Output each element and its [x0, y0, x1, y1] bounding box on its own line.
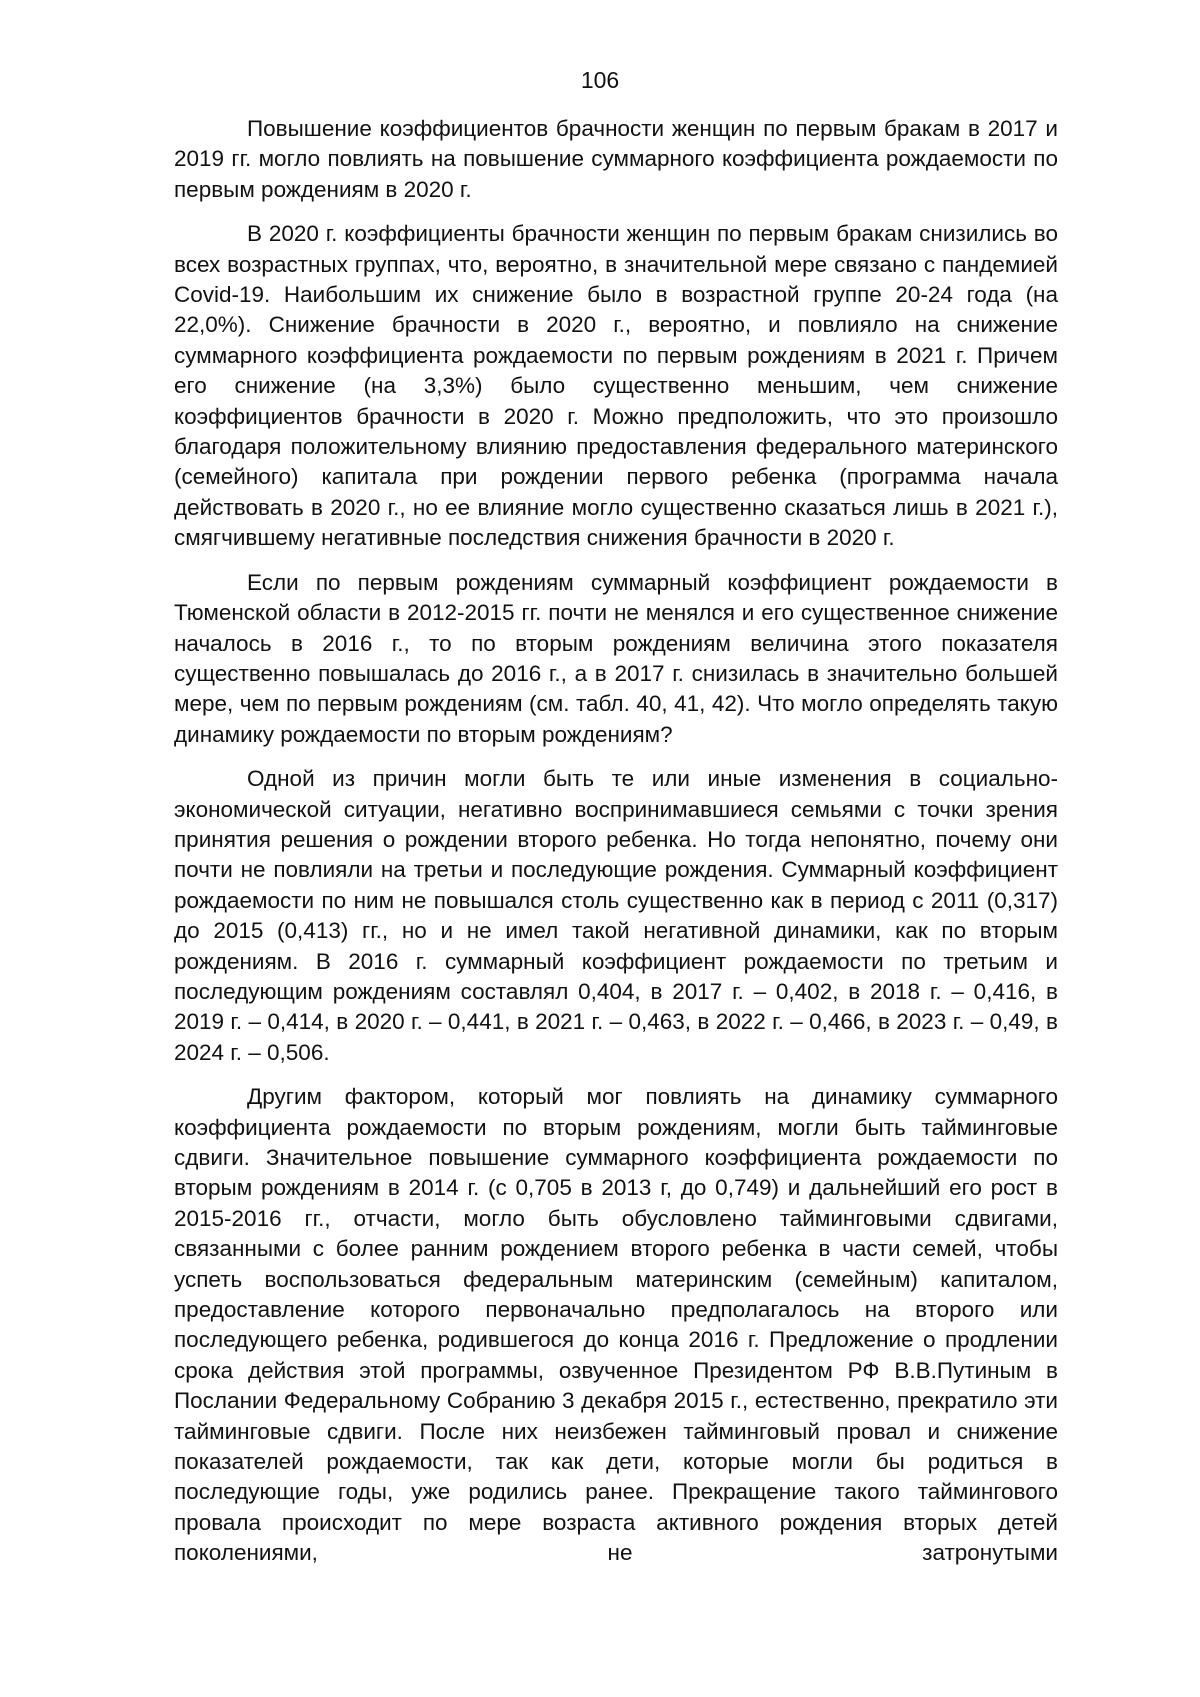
paragraph-4: Одной из причин могли быть те или иные изменения в социально-экономической ситуации, негативно воспринимавшиеся семьями с точки зрения принятия решения о рождении второго ребенка. Но тогда непонятно, почему они почти не повлияли на третьи и последующие рождения. Суммарный коэффициент рождаемости по ним не повышался столь существенно как в период с 2011 (0,317) до 2015 (0,413) гг., но и не имел такой негативной динамики, как по вторым рождениям. В 2016 г. суммарный коэффициент рождаемости по третьим и последующим рождениям составлял 0,404, в 2017 г. – 0,402, в 2018 г. – 0,416, в 2019 г. – 0,414, в 2020 г. – 0,441, в 2021 г. – 0,463, в 2022 г. – 0,466, в 2023 г. – 0,49, в 2024 г. – 0,506. — [174, 766, 1058, 1065]
paragraph-3: Если по первым рождениям суммарный коэффициент рождаемости в Тюменской области в 2012-2015 гг. почти не менялся и его существенное снижение началось в 2016 г., то по вторым рождениям величина этого показателя существенно повышалась до 2016 г., а в 2017 г. снизилась в значительно большей мере, чем по первым рождениям (см. табл. 40, 41, 42). Что могло определять такую динамику рождаемости по вторым рождениям? — [174, 569, 1058, 747]
paragraph-2: В 2020 г. коэффициенты брачности женщин по первым бракам снизились во всех возрастных группах, что, вероятно, в значительной мере связано с пандемией Covid-19. Наибольшим их снижение было в возрастной группе 20-24 года (на 22,0%). Снижение брачности в 2020 г., вероятно, и повлияло на снижение суммарного коэффициента рождаемости по первым рождениям в 2021 г. Причем его снижение (на 3,3%) было существенно меньшим, чем снижение коэффициентов брачности в 2020 г. Можно предположить, что это произошло благодаря положительному влиянию предоставления федерального материнского (семейного) капитала при рождении первого ребенка (программа начала действовать в 2020 г., но ее влияние могло существенно сказаться лишь в 2021 г.), смягчившему негативные последствия снижения брачности в 2020 г. — [174, 221, 1058, 551]
page-number: 106 — [580, 67, 620, 93]
paragraph-5: Другим фактором, который мог повлиять на динамику суммарного коэффициента рождаемости по вторым рождениям, могли быть тайминговые сдвиги. Значительное повышение суммарного коэффициента рождаемости по вторым рождениям в 2014 г. (с 0,705 в 2013 г, до 0,749) и дальнейший его рост в 2015-2016 гг., отчасти, могло быть обусловлено тайминговыми сдвигами, связанными с более ранним рождением второго ребенка в части семей, чтобы успеть воспользоваться федеральным материнским (семейным) капиталом, предоставление которого первоначально предполагалось на второго или последующего ребенка, родившегося до конца 2016 г. Предложение о продлении срока действия этой программы, озвученное Президентом РФ В.В.Путиным в Послании Федеральному Собранию 3 декабря 2015 г., естественно, прекратило эти тайминговые сдвиги. После них неизбежен тайминговый провал и снижение показателей рождаемости, так как дети, которые могли бы родиться в последующие годы, уже родились ранее. Прекращение такого таймингового провала происходит по мере возраста активного рождения вторых детей поколениями, не затронутыми — [174, 1084, 1058, 1566]
paragraph-1: Повышение коэффициентов брачности женщин по первым бракам в 2017 и 2019 гг. могло повлиять на повышение суммарного коэффициента рождаемости по первым рождениям в 2020 г. — [174, 116, 1058, 202]
document-body — [174, 114, 1058, 1569]
